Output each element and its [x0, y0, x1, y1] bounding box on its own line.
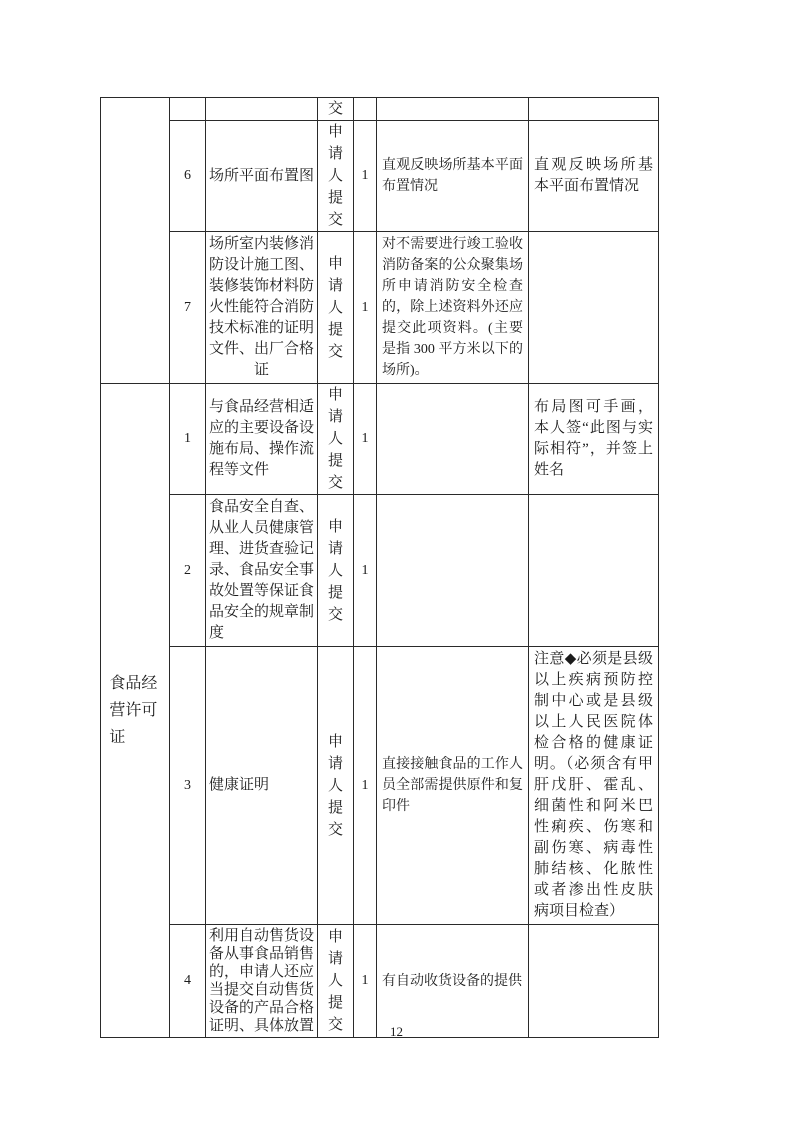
- requirement-cell: 对不需要进行竣工验收消防备案的公众聚集场所申请消防安全检查的，除上述资料外还应提交此项资料。(主要是指 300 平方米以下的场所)。: [377, 232, 529, 384]
- submitter-label: 申请人提交: [328, 124, 344, 228]
- requirement-cell: [377, 98, 529, 121]
- submitter-label: 申请人提交: [328, 255, 344, 360]
- copies-cell: 1: [354, 121, 377, 232]
- seq-cell: [170, 98, 206, 121]
- seq-cell: 2: [170, 495, 206, 647]
- material-cell: [206, 98, 318, 121]
- table-row: [101, 495, 659, 647]
- table-row: [101, 384, 659, 495]
- submitter-label: 申请人提交: [328, 733, 344, 838]
- copies-cell: 1: [354, 384, 377, 495]
- submitter-cell: [318, 384, 354, 495]
- submitter-label: 申请人提交: [328, 929, 344, 1033]
- submitter-cell: [318, 925, 354, 1038]
- submitter-label: 申请人提交: [328, 387, 344, 491]
- requirement-cell: [377, 495, 529, 647]
- seq-cell: 1: [170, 384, 206, 495]
- submitter-cell: [318, 98, 354, 121]
- remark-cell: [529, 495, 659, 647]
- requirement-cell: 直观反映场所基本平面布置情况: [377, 121, 529, 232]
- remark-cell: [529, 925, 659, 1038]
- table-row: [101, 232, 659, 384]
- license-materials-table: [100, 97, 659, 1038]
- requirement-cell: 有自动收货设备的提供: [377, 925, 529, 1038]
- copies-cell: 1: [354, 647, 377, 925]
- material-cell: 健康证明: [206, 647, 318, 925]
- table-row: [101, 98, 659, 121]
- seq-cell: 7: [170, 232, 206, 384]
- remark-cell: 注意◆必须是县级以上疾病预防控制中心或是县级以上人民医院体检合格的健康证明。（必须含有甲肝戊肝、霍乱、细菌性和阿米巴性痢疾、伤寒和副伤寒、病毒性肺结核、化脓性或者渗出性皮肤病项目检查）: [529, 647, 659, 925]
- material-cell: 场所室内装修消防设计施工图、装修装饰材料防火性能符合消防技术标准的证明文件、出厂合格证: [206, 232, 318, 384]
- submitter-cell: [318, 121, 354, 232]
- submitter-cell: [318, 232, 354, 384]
- table-row: [101, 121, 659, 232]
- seq-cell: 4: [170, 925, 206, 1038]
- category-cell: [101, 98, 170, 384]
- seq-cell: 3: [170, 647, 206, 925]
- remark-cell: [529, 98, 659, 121]
- material-cell: 利用自动售货设备从事食品销售的，申请人还应当提交自动售货设备的产品合格证明、具体放置: [206, 925, 318, 1038]
- remark-cell: [529, 232, 659, 384]
- seq-cell: 6: [170, 121, 206, 232]
- copies-cell: 1: [354, 495, 377, 647]
- submitter-cell: [318, 495, 354, 647]
- material-cell: 食品安全自查、从业人员健康管理、进货查验记录、食品安全事故处置等保证食品安全的规章制度: [206, 495, 318, 647]
- copies-cell: 1: [354, 925, 377, 1038]
- submitter-label: 申请人提交: [328, 518, 344, 623]
- copies-cell: [354, 98, 377, 121]
- material-cell: 与食品经营相适应的主要设备设施布局、操作流程等文件: [206, 384, 318, 495]
- material-cell: 场所平面布置图: [206, 121, 318, 232]
- category-label: 食品经营许可证: [109, 675, 158, 746]
- submitter-label: 交: [328, 101, 344, 117]
- table-row: [101, 925, 659, 1038]
- remark-cell: 直观反映场所基本平面布置情况: [529, 121, 659, 232]
- submitter-cell: [318, 647, 354, 925]
- table-row: [101, 647, 659, 925]
- page-number: 12: [390, 1024, 403, 1039]
- requirement-cell: 直接接触食品的工作人员全部需提供原件和复印件: [377, 647, 529, 925]
- requirement-cell: [377, 384, 529, 495]
- category-cell: [101, 384, 170, 1038]
- remark-cell: 布局图可手画，本人签“此图与实际相符”，并签上姓名: [529, 384, 659, 495]
- copies-cell: 1: [354, 232, 377, 384]
